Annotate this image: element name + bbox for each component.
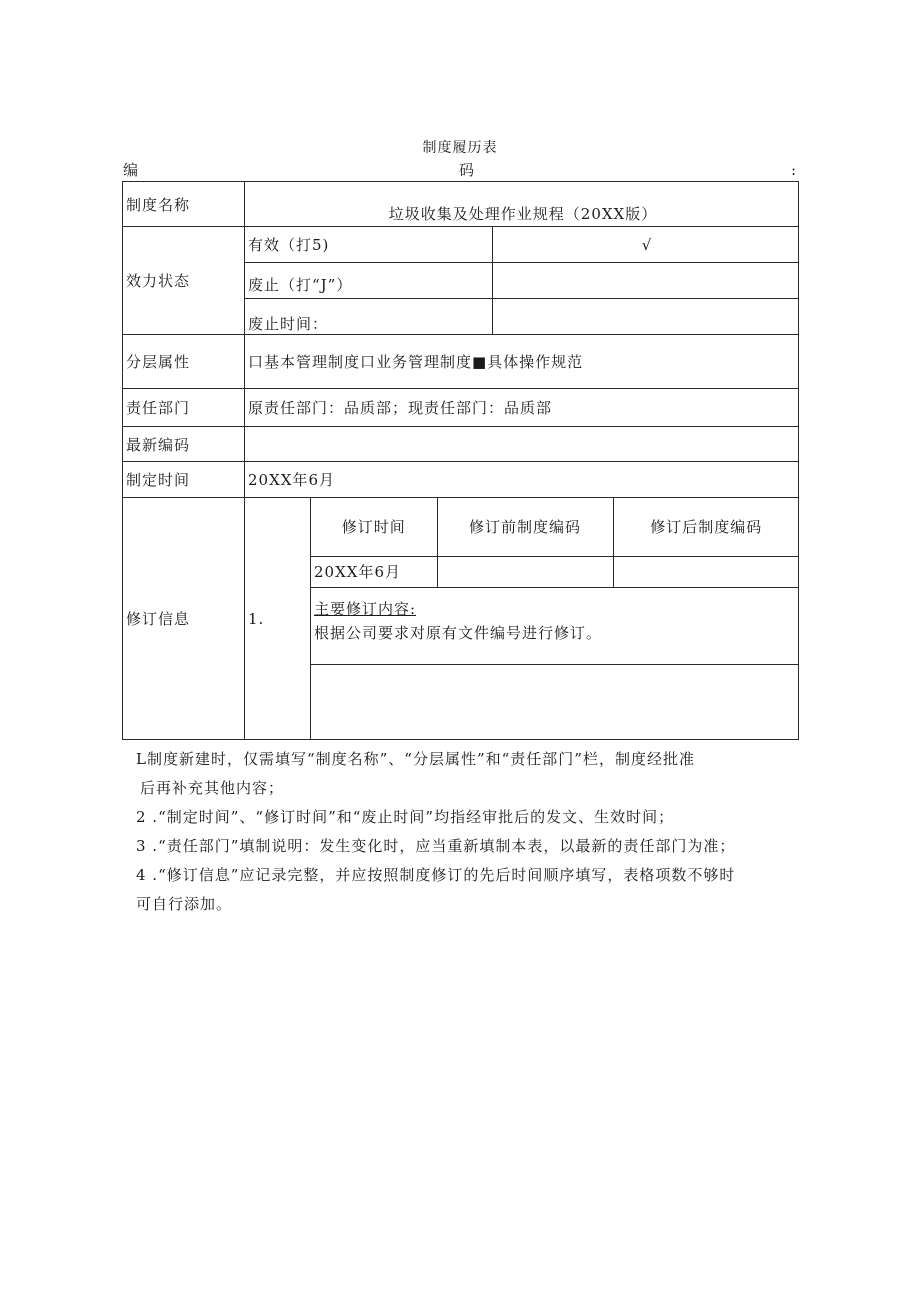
- latest-code-label: 最新编码: [123, 427, 245, 462]
- status-valid-check: √: [493, 227, 799, 263]
- revision-content-text: 根据公司要求对原有文件编号进行修订。: [314, 623, 603, 642]
- revision-empty-row: [311, 664, 799, 738]
- row-dept: [123, 389, 799, 427]
- revision-header-time: 修订时间: [311, 498, 437, 556]
- revision-data-row: [311, 556, 799, 587]
- record-table: [122, 181, 799, 740]
- page-title: 制度履历表: [422, 140, 498, 156]
- code-row: [123, 159, 798, 181]
- note-1-line-2: 后再补充其他内容；: [140, 779, 285, 797]
- code-label-part-1: 编: [123, 161, 139, 179]
- row-revision: [123, 498, 799, 740]
- status-abolish-value: [493, 263, 799, 299]
- row-date: [123, 462, 799, 498]
- note-4-line-1: 4 .“修订信息”应记录完整，并应按照制度修订的先后时间顺序填写，表格项数不够时: [136, 866, 736, 884]
- layer-value: 口基本管理制度口业务管理制度■具体操作规范: [245, 335, 799, 389]
- date-value: 20XX年6月: [245, 462, 799, 498]
- revision-empty-cell: [311, 664, 799, 738]
- code-colon: :: [790, 161, 796, 179]
- status-valid-label: 有效（打5): [245, 227, 493, 263]
- name-label: 制度名称: [123, 182, 245, 227]
- status-abolish-label: 废止（打“J”）: [245, 263, 493, 299]
- date-label: 制定时间: [123, 462, 245, 498]
- note-1-line-1: L制度新建时，仅需填写“制度名称”、“分层属性”和“责任部门”栏，制度经批准: [136, 750, 695, 768]
- revision-header-after: 修订后制度编码: [613, 498, 799, 556]
- note-3: 3 .“责任部门”填制说明：发生变化时，应当重新填制本表，以最新的责任部门为准；: [136, 837, 736, 855]
- revision-time-value: 20XX年6月: [311, 556, 437, 587]
- layer-label: 分层属性: [123, 335, 245, 389]
- note-4-line-2: 可自行添加。: [136, 895, 233, 913]
- status-label: 效力状态: [123, 227, 245, 335]
- revision-content-title: 主要修订内容:: [314, 599, 417, 618]
- code-label-part-2: 码: [459, 161, 475, 179]
- row-name: [123, 182, 799, 227]
- status-abolish-date-value: [493, 299, 799, 335]
- dept-value: 原责任部门：品质部；现责任部门：品质部: [245, 389, 799, 427]
- revision-table: [311, 498, 799, 738]
- revision-after-value: [613, 556, 799, 587]
- row-latest-code: [123, 427, 799, 462]
- row-layer: [123, 335, 799, 389]
- revision-label: 修订信息: [123, 498, 245, 740]
- revision-header-row: [311, 498, 799, 556]
- name-value: 垃圾收集及处理作业规程（20XX版）: [245, 182, 799, 227]
- revision-header-before: 修订前制度编码: [437, 498, 613, 556]
- revision-index: 1.: [245, 498, 311, 740]
- dept-label: 责任部门: [123, 389, 245, 427]
- revision-before-value: [437, 556, 613, 587]
- status-abolish-date-label: 废止时间：: [245, 299, 493, 335]
- revision-content-row: [311, 587, 799, 664]
- note-2: 2 .“制定时间”、“修订时间”和“废止时间”均指经审批后的发文、生效时间；: [136, 808, 675, 826]
- row-status-valid: [123, 227, 799, 263]
- latest-code-value: [245, 427, 799, 462]
- notes: [136, 745, 801, 919]
